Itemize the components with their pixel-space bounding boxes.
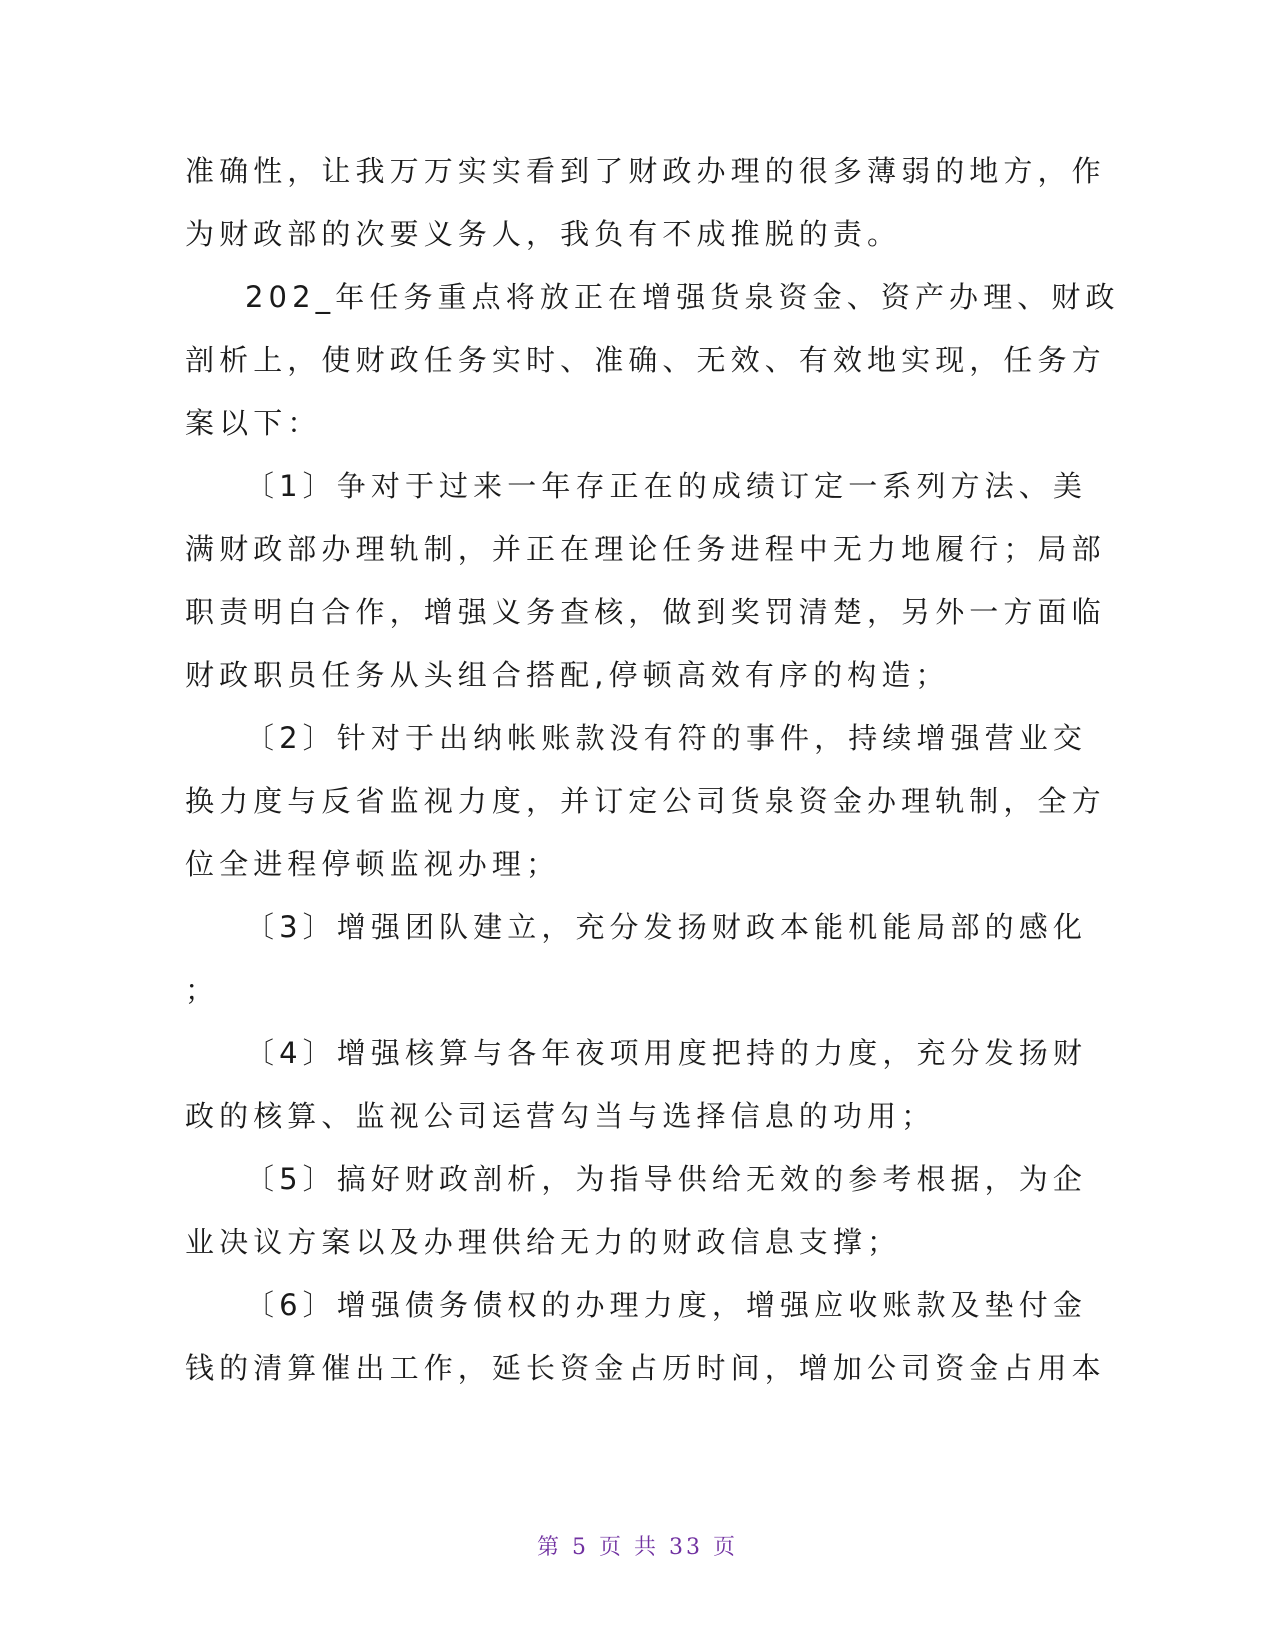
list-item-1-line: 〔1〕争对于过来一年存正在的成绩订定一系列方法、美	[245, 469, 1087, 503]
body-text	[185, 140, 1120, 1400]
list-item-3-line: 〔3〕增强团队建立，充分发扬财政本能机能局部的感化	[245, 910, 1087, 944]
list-item-2-line: 〔2〕针对于出纳帐账款没有符的事件，持续增强营业交	[245, 721, 1087, 755]
text-line: 剖析上，使财政任务实时、准确、无效、有效地实现，任务方	[185, 343, 1106, 377]
paragraph-first-line: 202_年任务重点将放正在增强货泉资金、资产办理、财政	[245, 280, 1120, 314]
text-line: 财政职员任务从头组合搭配,停顿高效有序的构造；	[185, 658, 950, 692]
text-line: 政的核算、监视公司运营勾当与选择信息的功用；	[185, 1099, 936, 1133]
text-line: 换力度与反省监视力度，并订定公司货泉资金办理轨制，全方	[185, 784, 1106, 818]
text-line: 钱的清算催出工作，延长资金占历时间，增加公司资金占用本	[185, 1351, 1106, 1385]
list-item-6-line: 〔6〕增强债务债权的办理力度，增强应收账款及垫付金	[245, 1288, 1087, 1322]
text-line: ；	[185, 973, 220, 1007]
list-item-4-line: 〔4〕增强核算与各年夜项用度把持的力度，充分发扬财	[245, 1036, 1087, 1070]
text-line: 为财政部的次要义务人，我负有不成推脱的责。	[185, 217, 902, 251]
text-line: 案以下：	[185, 406, 322, 440]
page-number-footer: 第 5 页 共 33 页	[537, 1535, 738, 1560]
text-line: 准确性，让我万万实实看到了财政办理的很多薄弱的地方，作	[185, 154, 1106, 188]
text-line: 位全进程停顿监视办理；	[185, 847, 561, 881]
text-line: 职责明白合作，增强义务查核，做到奖罚清楚，另外一方面临	[185, 595, 1106, 629]
list-item-5-line: 〔5〕搞好财政剖析，为指导供给无效的参考根据，为企	[245, 1162, 1087, 1196]
text-line: 业决议方案以及办理供给无力的财政信息支撑；	[185, 1225, 902, 1259]
text-line: 满财政部办理轨制，并正在理论任务进程中无力地履行；局部	[185, 532, 1106, 566]
